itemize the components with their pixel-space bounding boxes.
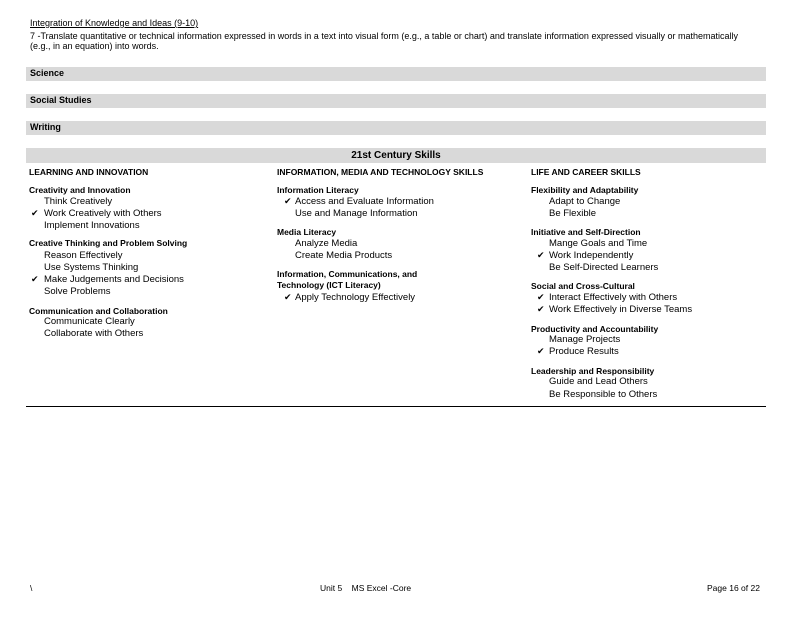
col3-heading: LIFE AND CAREER SKILLS [531,167,641,177]
skill-item: Guide and Lead Others [549,376,648,387]
skill-item: Work Effectively in Diverse Teams [549,304,693,315]
page-title: Integration of Knowledge and Ideas (9-10) [30,18,199,28]
group-title: Productivity and Accountability [531,324,659,334]
table-bottom-rule [26,406,766,407]
skill-item: Work Independently [549,250,634,261]
skills-header: 21st Century Skills [26,148,766,163]
skill-item: Be Flexible [549,208,596,219]
checkmark-icon: ✔ [537,304,545,314]
checkmark-icon: ✔ [31,208,39,218]
footer-center: Unit 5 MS Excel -Core [320,583,412,593]
group-title: Flexibility and Adaptability [531,185,639,195]
skill-item: Make Judgements and Decisions [44,274,184,285]
writing-label: Writing [30,122,61,132]
skill-item: Apply Technology Effectively [295,292,416,303]
checkmark-icon: ✔ [537,346,545,356]
group-title: Social and Cross-Cultural [531,281,635,291]
skill-item: Adapt to Change [549,196,621,207]
writing-bar [26,121,766,135]
checkmark-icon: ✔ [537,292,545,302]
skill-item: Reason Effectively [44,250,123,261]
footer-left: \ [30,583,33,593]
science-label: Science [30,68,65,78]
social-studies-bar [26,94,766,108]
checkmark-icon: ✔ [31,274,39,284]
group-title: Creative Thinking and Problem Solving [29,238,188,248]
group-title: Creativity and Innovation [29,185,131,195]
checkmark-icon: ✔ [537,250,545,260]
skill-item: Access and Evaluate Information [295,196,434,207]
skill-item: Work Creatively with Others [44,208,162,219]
skill-item: Be Responsible to Others [549,389,658,400]
standard-text: 7 -Translate quantitative or technical information expressed in words in a text into visual form (e.g., a table or chart) and translate information expressed visually or mathematically (e.g., in an equation) into words. [30,31,738,51]
skill-item: Communicate Clearly [44,316,135,327]
skill-item: Collaborate with Others [44,328,144,339]
col2-heading: INFORMATION, MEDIA AND TECHNOLOGY SKILLS [277,167,484,177]
skill-item: Think Creatively [44,196,113,207]
group-title: Communication and Collaboration [29,306,168,316]
skill-item: Mange Goals and Time [549,238,648,249]
group-title: Information, Communications, and Technology (ICT Literacy) [277,269,418,290]
skill-item: Use and Manage Information [295,208,418,219]
skill-item: Manage Projects [549,334,621,345]
group-title: Media Literacy [277,227,337,237]
skill-item: Implement Innovations [44,220,140,231]
group-title: Leadership and Responsibility [531,366,655,376]
group-title: Information Literacy [277,185,359,195]
skill-item: Be Self-Directed Learners [549,262,659,273]
footer-page-number: Page 16 of 22 [707,583,760,593]
science-bar [26,67,766,81]
skill-item: Produce Results [549,346,619,357]
group-title: Initiative and Self-Direction [531,227,641,237]
social-studies-label: Social Studies [30,95,92,105]
skill-item: Interact Effectively with Others [549,292,678,303]
checkmark-icon: ✔ [284,196,292,206]
skill-item: Create Media Products [295,250,393,261]
skill-item: Solve Problems [44,286,111,297]
skill-item: Use Systems Thinking [44,262,139,273]
checkmark-icon: ✔ [284,292,292,302]
col1-heading: LEARNING AND INNOVATION [29,167,149,177]
skill-item: Analyze Media [295,238,358,249]
